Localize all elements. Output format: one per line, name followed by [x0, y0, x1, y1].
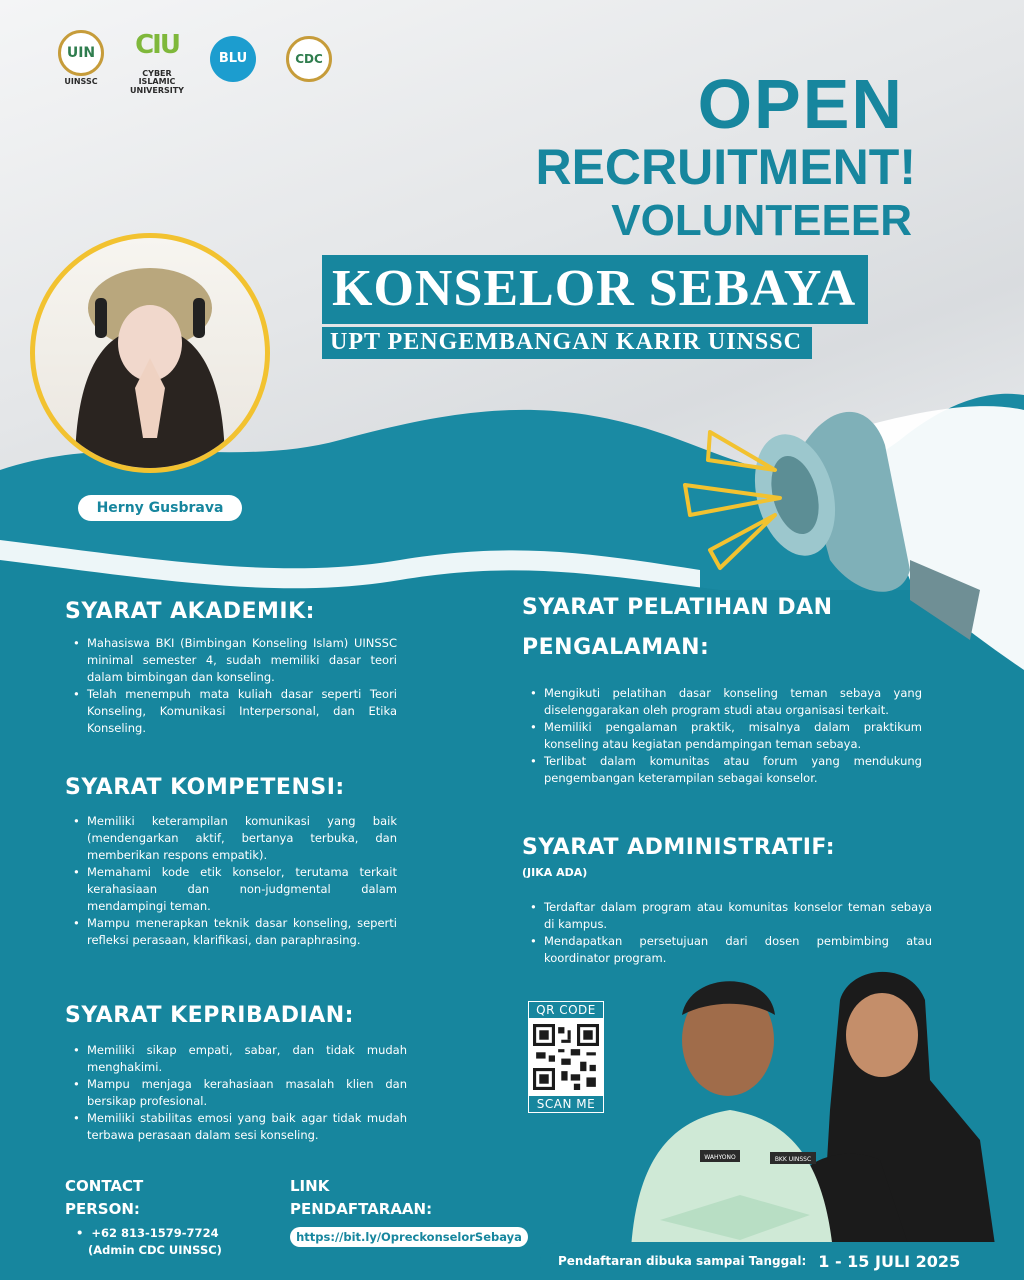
- list-item: • Memahami kode etik konselor, terutama terkait kerahasiaan dan non-judgmental dalam mendampingi teman.: [65, 864, 397, 915]
- headline-konselor-sebaya: KONSELOR SEBAYA: [322, 255, 868, 324]
- bullet: •: [76, 1226, 92, 1240]
- administratif-title: SYARAT ADMINISTRATIF:: [522, 835, 836, 860]
- list-item: • Mengikuti pelatihan dasar konseling teman sebaya yang diselenggarakan oleh program studi atau organisasi terkait.: [522, 685, 922, 719]
- headline-open: OPEN: [697, 65, 904, 143]
- pelatihan-list: [522, 685, 922, 787]
- list-item: • Terdaftar dalam program atau komunitas konselor teman sebaya di kampus.: [522, 899, 932, 933]
- pelatihan-title: [522, 588, 833, 667]
- akademik-title: SYARAT AKADEMIK:: [65, 599, 315, 624]
- footer-date: 1 - 15 JULI 2025: [818, 1251, 961, 1271]
- logo-uinssc: [50, 30, 112, 86]
- portrait-photo: [30, 233, 270, 473]
- kompetensi-title: SYARAT KOMPETENSI:: [65, 775, 345, 800]
- logo-uinssc-text: UINSSC: [64, 77, 98, 87]
- cdc-logo-icon: CDC: [286, 36, 332, 82]
- portrait-name: Herny Gusbrava: [78, 495, 242, 521]
- list-item: • Mampu menjaga kerahasiaan masalah klien dan bersikap profesional.: [65, 1076, 407, 1110]
- akademik-list: [65, 635, 397, 737]
- list-item: • Mendapatkan persetujuan dari dosen pembimbing atau koordinator program.: [522, 933, 932, 967]
- person-silhouette-icon: [35, 238, 265, 468]
- logo-ciu: [126, 22, 188, 95]
- badge-right: BKK UINSSC: [774, 1156, 812, 1163]
- contact-title-line1: CONTACT: [65, 1177, 144, 1195]
- administratif-list: [522, 899, 932, 967]
- footer-banner: [540, 1242, 1024, 1280]
- link-title-line2: PENDAFTARAAN:: [290, 1200, 433, 1218]
- list-item: • Memiliki keterampilan komunikasi yang baik (mendengarkan aktif, bertanya terbuka, dan memberikan respons empatik).: [65, 813, 397, 864]
- list-item: • Mampu menerapkan teknik dasar konseling, seperti refleksi perasaan, klarifikasi, dan paraphrasing.: [65, 915, 397, 949]
- qr-top-label: QR CODE: [528, 1001, 604, 1019]
- contact-admin: (Admin CDC UINSSC): [88, 1243, 222, 1257]
- logo-blu: [202, 36, 264, 82]
- list-item: • Telah menempuh mata kuliah dasar seperti Teori Konseling, Komunikasi Interpersonal, dan Etika Konseling.: [65, 686, 397, 737]
- ciu-logo-icon: CIU: [135, 30, 179, 60]
- contact-phone[interactable]: [76, 1226, 219, 1240]
- uinssc-logo-icon: UIN: [58, 30, 104, 76]
- list-item: • Memiliki stabilitas emosi yang baik agar tidak mudah terbawa perasaan dalam sesi konseling.: [65, 1110, 407, 1144]
- contact-title-line2: PERSON:: [65, 1200, 140, 1218]
- kepribadian-list: [65, 1042, 407, 1144]
- partner-logos: [50, 22, 340, 95]
- badge-left: WAHYONO: [704, 1154, 736, 1161]
- headline-volunteer: VOLUNTEEER: [611, 196, 912, 245]
- list-item: • Terlibat dalam komunitas atau forum yang mendukung pengembangan keterampilan sebagai konselor.: [522, 753, 922, 787]
- list-item: • Mahasiswa BKI (Bimbingan Konseling Islam) UINSSC minimal semester 4, sudah memiliki dasar teori dalam bimbingan dan konseling.: [65, 635, 397, 686]
- kompetensi-list: [65, 813, 397, 949]
- logo-ciu-text: CYBER ISLAMIC UNIVERSITY: [130, 69, 184, 95]
- link-title: [290, 1175, 432, 1221]
- pelatihan-title-line2: PENGALAMAN:: [522, 634, 710, 660]
- qr-code[interactable]: [528, 1019, 604, 1095]
- qr-code-block: [528, 1001, 604, 1113]
- link-title-line1: LINK: [290, 1177, 330, 1195]
- list-item: • Memiliki pengalaman praktik, misalnya dalam praktikum konseling atau kegiatan pendampingan teman sebaya.: [522, 719, 922, 753]
- blu-logo-icon: BLU: [210, 36, 256, 82]
- headline-upt: UPT PENGEMBANGAN KARIR UINSSC: [322, 327, 812, 359]
- contact-phone-text: +62 813-1579-7724: [91, 1226, 219, 1240]
- staff-photo: [620, 960, 1024, 1280]
- qr-code-icon: [533, 1024, 599, 1090]
- qr-bottom-label: SCAN ME: [528, 1095, 604, 1113]
- logo-cdc: [278, 36, 340, 82]
- pelatihan-title-line1: SYARAT PELATIHAN DAN: [522, 595, 833, 620]
- administratif-subtitle: (JIKA ADA): [522, 866, 588, 879]
- headline-recruitment: RECRUITMENT!: [535, 139, 916, 195]
- footer-label: Pendaftaran dibuka sampai Tanggal:: [558, 1254, 807, 1268]
- registration-link[interactable]: https://bit.ly/OpreckonselorSebaya: [290, 1227, 528, 1247]
- kepribadian-title: SYARAT KEPRIBADIAN:: [65, 1003, 354, 1028]
- list-item: • Memiliki sikap empati, sabar, dan tidak mudah menghakimi.: [65, 1042, 407, 1076]
- contact-title: [65, 1175, 143, 1221]
